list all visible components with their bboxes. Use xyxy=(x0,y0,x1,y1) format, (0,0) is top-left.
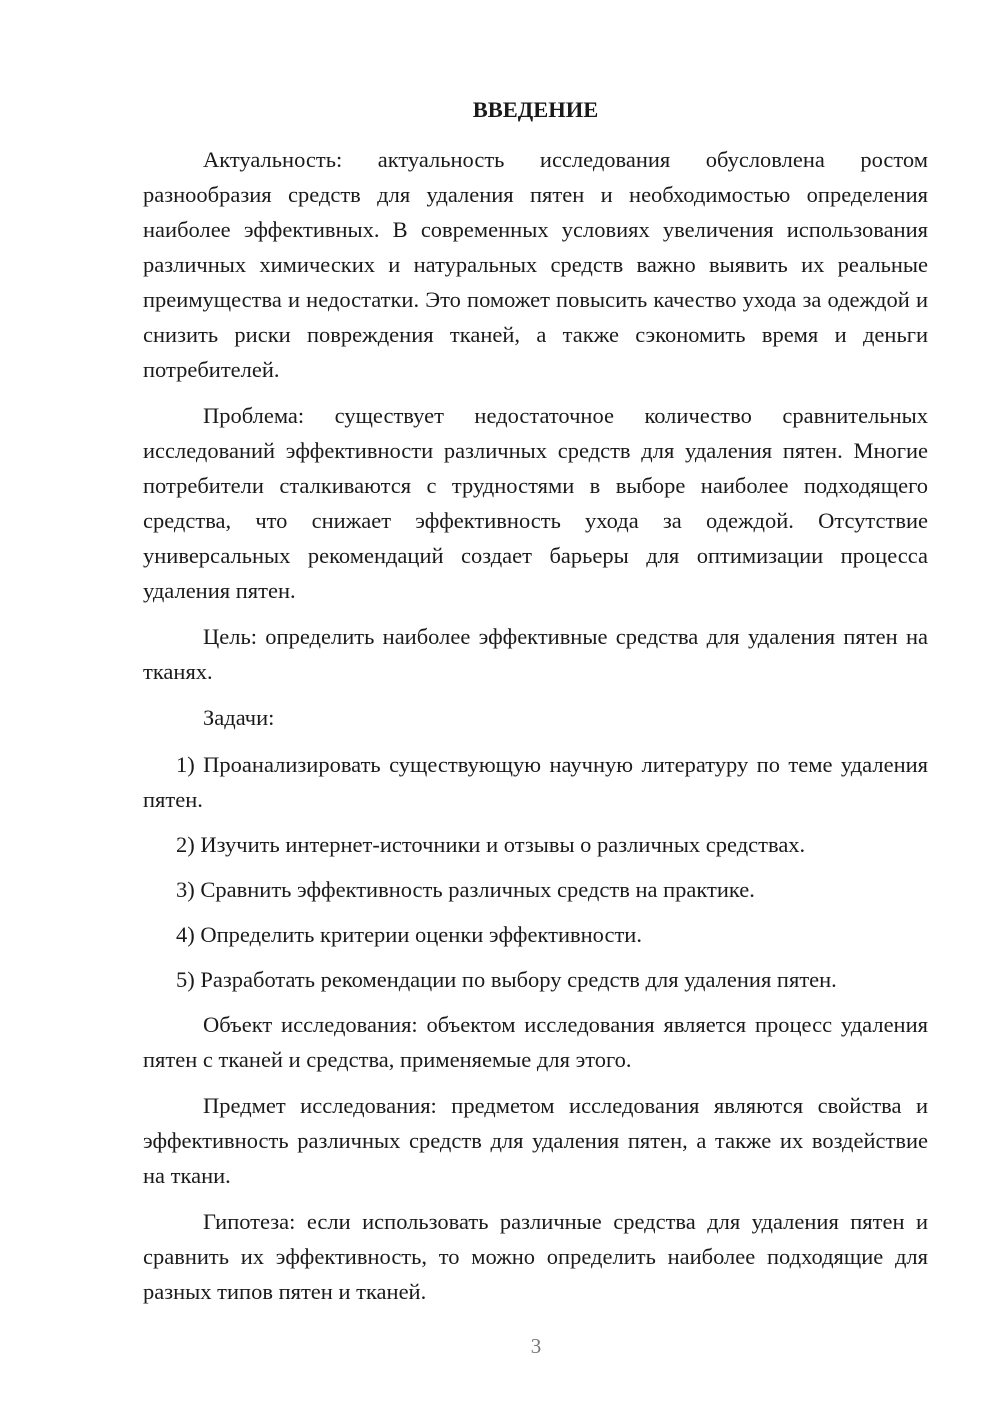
tasks-heading: Задачи: xyxy=(203,705,275,730)
task-item-4: 4) Определить критерии оценки эффективности. xyxy=(176,922,642,947)
page-number: 3 xyxy=(530,1334,542,1358)
paragraph-hypothesis: Гипотеза: если использовать различные средства для удаления пятен и сравнить их эффективность, то можно определить наиболее подходящие для разных типов пятен и тканей. xyxy=(143,1209,928,1304)
paragraph-goal: Цель: определить наиболее эффективные средства для удаления пятен на тканях. xyxy=(143,624,928,684)
page-title: ВВЕДЕНИЕ xyxy=(472,97,599,122)
task-item-3: 3) Сравнить эффективность различных средств на практике. xyxy=(176,877,755,902)
paragraph-object: Объект исследования: объектом исследования является процесс удаления пятен с тканей и средства, применяемые для этого. xyxy=(143,1012,928,1072)
paragraph-relevance: Актуальность: актуальность исследования обусловлена ростом разнообразия средств для удаления пятен и необходимостью определения наиболее эффективных. В современных условиях увеличения использования различных химических и натуральных средств важно выявить их реальные преимущества и недостатки. Это поможет повысить качество ухода за одеждой и снизить риски повреждения тканей, а также сэкономить время и деньги потребителей. xyxy=(143,147,928,382)
paragraph-subject: Предмет исследования: предметом исследования являются свойства и эффективность различных средств для удаления пятен, а также их воздействие на ткани. xyxy=(143,1093,928,1188)
task-item-1: 1) Проанализировать существующую научную литературу по теме удаления пятен. xyxy=(143,752,928,812)
document-page xyxy=(143,92,928,1320)
task-item-2: 2) Изучить интернет-источники и отзывы о различных средствах. xyxy=(176,832,806,857)
task-item-5: 5) Разработать рекомендации по выбору средств для удаления пятен. xyxy=(176,967,837,992)
paragraph-problem: Проблема: существует недостаточное количество сравнительных исследований эффективности различных средств для удаления пятен. Многие потребители сталкиваются с трудностями в выборе наиболее подходящего средства, что снижает эффективность ухода за одеждой. Отсутствие универсальных рекомендаций создает барьеры для оптимизации процесса удаления пятен. xyxy=(143,403,928,603)
